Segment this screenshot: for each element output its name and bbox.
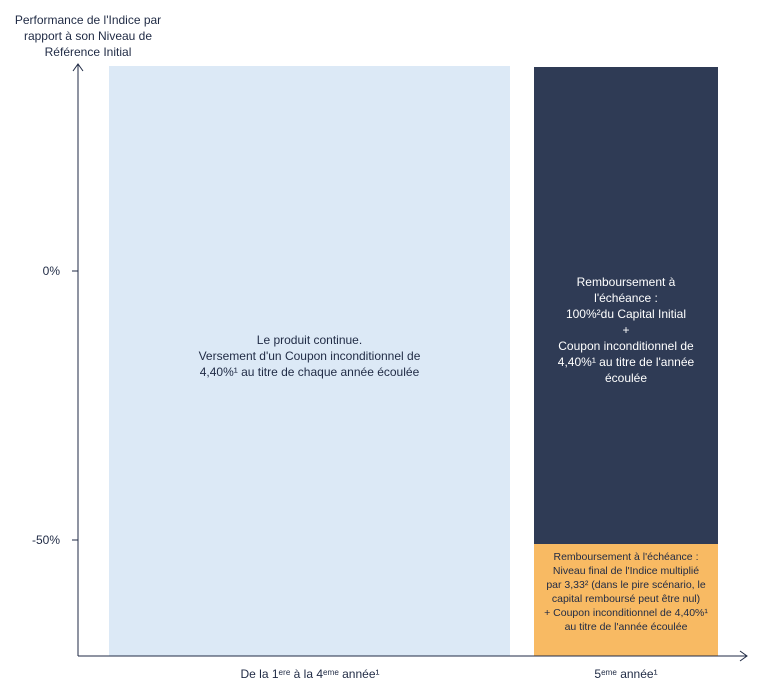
continuation-line-3: 4,40%¹ au titre de chaque année écoulée bbox=[199, 365, 420, 379]
tick-label-0: 0% bbox=[42, 264, 60, 278]
full-repayment-line-3: 100%²du Capital Initial bbox=[565, 307, 687, 321]
full-repayment-line-4: + bbox=[622, 323, 630, 337]
partial-repayment-line-5: + Coupon inconditionnel de 4,40%¹ bbox=[544, 607, 708, 619]
continuation-line-2: Versement d'un Coupon inconditionnel de bbox=[198, 349, 421, 363]
partial-repayment-line-4: capital remboursé peut être nul) bbox=[551, 593, 701, 605]
partial-repayment-line-2: Niveau final de l'Indice multiplié bbox=[552, 565, 700, 577]
partial-repayment-line-3: par 3,33² (dans le pire scénario, le bbox=[546, 579, 706, 591]
tick-label-minus-50: -50% bbox=[31, 533, 60, 547]
full-repayment-line-7: écoulée bbox=[604, 371, 648, 385]
full-repayment-text bbox=[534, 274, 718, 386]
partial-repayment-line-1: Remboursement à l'échéance : bbox=[553, 551, 699, 563]
full-repayment-line-5: Coupon inconditionnel de bbox=[558, 339, 694, 353]
y-axis-title: Performance de l'Indice par rapport à son Niveau de Référence Initial bbox=[14, 13, 162, 59]
continuation-line-1: Le produit continue. bbox=[256, 333, 363, 347]
full-repayment-line-1: Remboursement à bbox=[576, 275, 676, 289]
continuation-text bbox=[109, 332, 510, 380]
full-repayment-line-6: 4,40%¹ au titre de l'année bbox=[557, 355, 695, 369]
full-repayment-line-2: l'échéance : bbox=[594, 291, 658, 305]
partial-repayment-line-6: au titre de l'année écoulée bbox=[564, 621, 688, 633]
partial-repayment-text bbox=[534, 550, 718, 634]
x-label-year-5: 5ᵉᵐᵉ année¹ bbox=[594, 667, 658, 681]
x-label-years-1-to-4: De la 1ᵉʳᵉ à la 4ᵉᵐᵉ année¹ bbox=[240, 667, 380, 681]
